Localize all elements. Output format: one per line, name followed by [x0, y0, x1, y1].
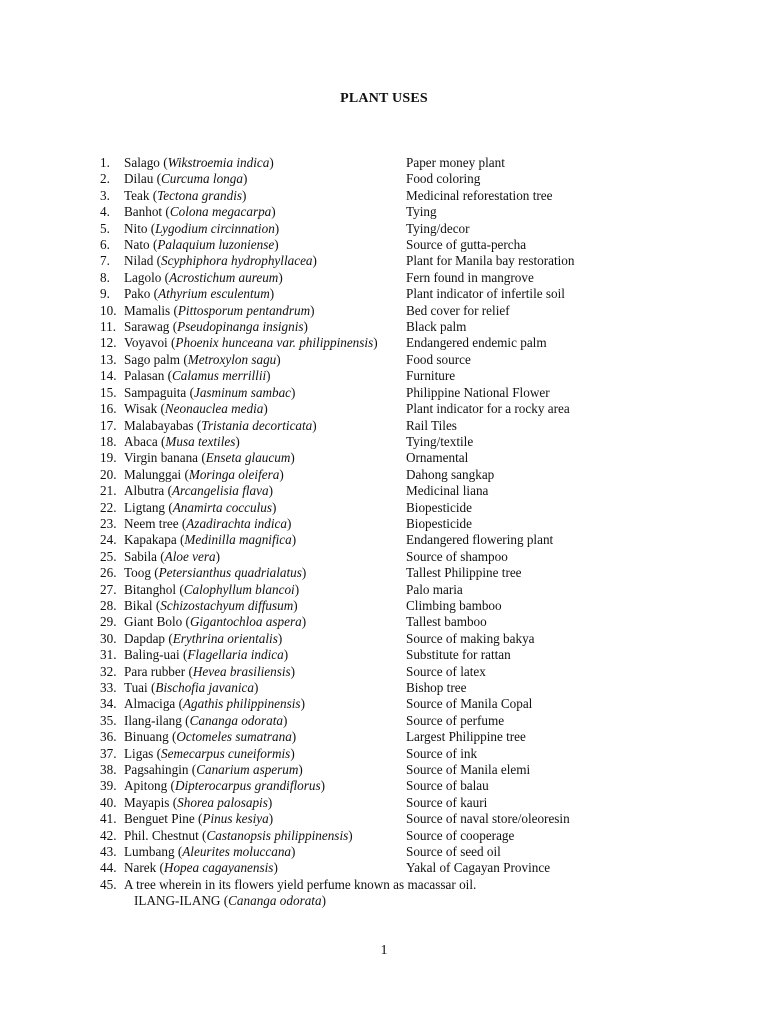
plant-use: Source of perfume — [406, 712, 505, 728]
scientific-name: Medinilla magnifica — [184, 532, 292, 548]
list-item — [0, 614, 768, 630]
list-item — [0, 778, 768, 794]
list-item — [0, 680, 768, 696]
plant-use: Source of naval store/oleoresin — [406, 811, 570, 827]
plant-name: Voyavoi (Phoenix hunceana var. philippinensis) — [124, 335, 378, 351]
scientific-name: Lygodium circinnation — [155, 220, 275, 236]
scientific-name: Aleurites moluccana — [182, 844, 292, 860]
list-item — [0, 401, 768, 417]
list-item — [0, 811, 768, 827]
item-number: 7. — [100, 253, 110, 269]
list-item — [0, 516, 768, 532]
scientific-name: Pittosporum pentandrum — [177, 302, 311, 318]
plant-name: Nito (Lygodium circinnation) — [124, 220, 280, 236]
common-name: Teak — [124, 187, 150, 203]
list-item — [0, 631, 768, 647]
scientific-name: Bischofia javanica — [155, 680, 254, 695]
list-item — [0, 795, 768, 811]
plant-use: Plant for Manila bay restoration — [406, 253, 575, 269]
plant-use: Source of making bakya — [406, 630, 535, 646]
item-number: 6. — [100, 237, 110, 253]
item-number: 14. — [100, 368, 117, 384]
common-name: Benguet Pine — [124, 811, 195, 827]
answer-line — [0, 893, 768, 909]
common-name: Nilad — [124, 253, 154, 269]
plant-name: Tuai (Bischofia javanica) — [124, 680, 259, 695]
common-name: Malunggai — [124, 466, 182, 482]
scientific-name: Colona megacarpa — [169, 204, 272, 220]
plant-name: Para rubber (Hevea brasiliensis) — [124, 663, 296, 679]
scientific-name: Curcuma longa — [161, 171, 243, 187]
list-item — [0, 188, 768, 204]
plant-use: Medicinal liana — [406, 483, 489, 499]
list-item — [0, 204, 768, 220]
plant-use: Ornamental — [406, 450, 469, 466]
plant-use: Yakal of Cagayan Province — [406, 860, 551, 876]
item-number: 3. — [100, 187, 110, 203]
scientific-name: Azadirachta indica — [186, 515, 287, 531]
list-item — [0, 746, 768, 762]
plant-name: Kapakapa (Medinilla magnifica) — [124, 532, 297, 548]
item-number: 38. — [100, 762, 117, 778]
plant-use: Biopesticide — [406, 499, 472, 515]
plant-use: Philippine National Flower — [406, 384, 550, 400]
plant-name: Wisak (Neonauclea media) — [124, 401, 268, 417]
plant-name: Bitanghol (Calophyllum blancoi) — [124, 581, 300, 597]
scientific-name: Wikstroemia indica — [167, 155, 270, 170]
list-item — [0, 696, 768, 712]
question-text: A tree wherein in its flowers yield perfume known as macassar oil. — [124, 876, 477, 892]
plant-use: Plant indicator for a rocky area — [406, 401, 570, 417]
scientific-name: Octomeles sumatrana — [176, 729, 292, 745]
item-number: 20. — [100, 466, 117, 482]
item-number: 21. — [100, 483, 117, 499]
common-name: Narek — [124, 860, 157, 876]
item-number: 5. — [100, 220, 110, 236]
plant-use: Source of seed oil — [406, 844, 501, 860]
list-item — [0, 434, 768, 450]
plant-name: Malabayabas (Tristania decorticata) — [124, 417, 317, 433]
common-name: Ligtang — [124, 499, 166, 515]
common-name: Palasan — [124, 368, 165, 384]
plant-list — [0, 155, 768, 910]
item-number: 17. — [100, 417, 117, 433]
common-name: Sarawag — [124, 319, 170, 335]
item-number: 25. — [100, 548, 117, 564]
plant-name: Ligas (Semecarpus cuneiformis) — [124, 745, 295, 761]
common-name: Salago — [124, 155, 160, 170]
answer: ILANG-ILANG (Cananga odorata) — [134, 893, 326, 909]
scientific-name: Agathis philippinensis — [182, 696, 301, 712]
common-name: Sago palm — [124, 351, 181, 367]
item-number: 36. — [100, 729, 117, 745]
item-number: 2. — [100, 171, 110, 187]
common-name: Neem tree — [124, 515, 179, 531]
common-name: Bikal — [124, 597, 153, 613]
plant-use: Source of shampoo — [406, 548, 508, 564]
scientific-name: Pinus kesiya — [202, 811, 269, 827]
plant-name: Almaciga (Agathis philippinensis) — [124, 696, 305, 712]
list-item — [0, 532, 768, 548]
common-name: Nato — [124, 237, 150, 253]
list-item — [0, 664, 768, 680]
common-name: Pako — [124, 286, 151, 302]
scientific-name: Arcangelisia flava — [172, 483, 269, 499]
item-number: 19. — [100, 450, 117, 466]
item-number: 8. — [100, 269, 110, 285]
common-name: Bitanghol — [124, 581, 177, 597]
plant-name: Lagolo (Acrostichum aureum) — [124, 269, 283, 285]
item-number: 16. — [100, 401, 117, 417]
scientific-name: Flagellaria indica — [187, 647, 284, 663]
item-number: 44. — [100, 860, 117, 876]
common-name: Ligas — [124, 745, 154, 761]
common-name: Lumbang — [124, 844, 175, 860]
plant-name: Binuang (Octomeles sumatrana) — [124, 729, 297, 745]
answer-common-name: ILANG-ILANG — [134, 893, 221, 909]
plant-use: Source of kauri — [406, 794, 488, 810]
plant-use: Palo maria — [406, 581, 463, 597]
scientific-name: Hevea brasiliensis — [192, 663, 291, 679]
common-name: Sampaguita — [124, 384, 187, 400]
scientific-name: Tectona grandis — [157, 187, 243, 203]
common-name: Almaciga — [124, 696, 176, 712]
list-item — [0, 828, 768, 844]
plant-name: Toog (Petersianthus quadrialatus) — [124, 565, 307, 581]
plant-name: Nilad (Scyphiphora hydrophyllacea) — [124, 253, 317, 269]
plant-use: Fern found in mangrove — [406, 269, 534, 285]
plant-use: Biopesticide — [406, 515, 472, 531]
common-name: Para rubber — [124, 663, 186, 679]
plant-name: Ilang-ilang (Cananga odorata) — [124, 712, 288, 728]
item-number: 33. — [100, 680, 117, 695]
scientific-name: Scyphiphora hydrophyllacea — [161, 253, 313, 269]
scientific-name: Dipterocarpus grandiflorus — [174, 778, 321, 794]
scientific-name: Musa textiles — [165, 433, 236, 449]
plant-use: Tying/decor — [406, 220, 470, 236]
scientific-name: Petersianthus quadrialatus — [158, 565, 302, 581]
item-number: 11. — [100, 319, 116, 335]
common-name: Abaca — [124, 433, 158, 449]
common-name: Mamalis — [124, 302, 171, 318]
scientific-name: Calamus merrillii — [172, 368, 267, 384]
list-item — [0, 483, 768, 499]
item-number: 24. — [100, 532, 117, 548]
plant-name: Albutra (Arcangelisia flava) — [124, 483, 273, 499]
list-item-question — [0, 877, 768, 893]
plant-use: Tying/textile — [406, 433, 474, 449]
list-item — [0, 647, 768, 663]
plant-use: Climbing bamboo — [406, 597, 502, 613]
scientific-name: Pseudopinanga insignis — [177, 319, 304, 335]
plant-name: Virgin banana (Enseta glaucum) — [124, 450, 295, 466]
plant-name: Salago (Wikstroemia indica) — [124, 155, 274, 170]
plant-name: Lumbang (Aleurites moluccana) — [124, 844, 296, 860]
plant-name: Dapdap (Erythrina orientalis) — [124, 630, 283, 646]
common-name: Banhot — [124, 204, 163, 220]
plant-name: Mayapis (Shorea palosapis) — [124, 794, 273, 810]
item-number: 13. — [100, 351, 117, 367]
scientific-name: Tristania decorticata — [201, 417, 313, 433]
item-number: 10. — [100, 302, 117, 318]
common-name: Voyavoi — [124, 335, 168, 351]
common-name: Albutra — [124, 483, 165, 499]
scientific-name: Phoenix hunceana var. philippinensis — [175, 335, 374, 351]
plant-name: Abaca (Musa textiles) — [124, 433, 240, 449]
list-item — [0, 565, 768, 581]
list-item — [0, 286, 768, 302]
list-item — [0, 549, 768, 565]
plant-use: Endangered endemic palm — [406, 335, 547, 351]
item-number: 35. — [100, 712, 117, 728]
plant-use: Tying — [406, 204, 437, 220]
common-name: Sabila — [124, 548, 157, 564]
plant-name: Sarawag (Pseudopinanga insignis) — [124, 319, 308, 335]
plant-name: Bikal (Schizostachyum diffusum) — [124, 597, 298, 613]
scientific-name: Palaquium luzoniense — [157, 237, 275, 253]
plant-use: Black palm — [406, 319, 467, 335]
plant-name: Neem tree (Azadirachta indica) — [124, 515, 292, 531]
scientific-name: Enseta glaucum — [205, 450, 291, 466]
plant-name: Ligtang (Anamirta cocculus) — [124, 499, 277, 515]
plant-use: Paper money plant — [406, 155, 505, 170]
item-number: 30. — [100, 630, 117, 646]
list-item — [0, 335, 768, 351]
plant-name: Pagsahingin (Canarium asperum) — [124, 762, 303, 778]
list-item — [0, 762, 768, 778]
scientific-name: Anamirta cocculus — [172, 499, 272, 515]
item-number: 23. — [100, 515, 117, 531]
item-number: 18. — [100, 433, 117, 449]
scientific-name: Metroxylon sagu — [187, 351, 277, 367]
plant-name: Dilau (Curcuma longa) — [124, 171, 248, 187]
item-number: 41. — [100, 811, 117, 827]
item-number: 34. — [100, 696, 117, 712]
scientific-name: Gigantochloa aspera — [189, 614, 302, 630]
item-number: 45. — [100, 876, 117, 892]
item-number: 29. — [100, 614, 117, 630]
plant-name: Narek (Hopea cagayanensis) — [124, 860, 278, 876]
plant-use: Furniture — [406, 368, 456, 384]
plant-name: Sabila (Aloe vera) — [124, 548, 220, 564]
list-item — [0, 303, 768, 319]
plant-name: Pako (Athyrium esculentum) — [124, 286, 275, 302]
item-number: 28. — [100, 597, 117, 613]
item-number: 4. — [100, 204, 110, 220]
item-number: 32. — [100, 663, 117, 679]
plant-use: Source of Manila elemi — [406, 762, 531, 778]
item-number: 43. — [100, 844, 117, 860]
item-number: 1. — [100, 155, 110, 170]
common-name: Ilang-ilang — [124, 712, 182, 728]
plant-use: Source of gutta-percha — [406, 237, 527, 253]
list-item — [0, 860, 768, 876]
plant-name: Nato (Palaquium luzoniense) — [124, 237, 279, 253]
item-number: 42. — [100, 827, 117, 843]
item-number: 9. — [100, 286, 110, 302]
list-item — [0, 237, 768, 253]
page-title: PLANT USES — [340, 91, 428, 106]
plant-use: Source of Manila Copal — [406, 696, 533, 712]
list-item — [0, 270, 768, 286]
list-item — [0, 385, 768, 401]
common-name: Giant Bolo — [124, 614, 183, 630]
common-name: Tuai — [124, 680, 148, 695]
plant-use: Dahong sangkap — [406, 466, 495, 482]
common-name: Nito — [124, 220, 148, 236]
item-number: 27. — [100, 581, 117, 597]
list-item — [0, 171, 768, 187]
plant-name: Phil. Chestnut (Castanopsis philippinensis) — [124, 827, 353, 843]
list-item — [0, 352, 768, 368]
list-item — [0, 729, 768, 745]
plant-name: Mamalis (Pittosporum pentandrum) — [124, 302, 315, 318]
plant-use: Source of balau — [406, 778, 489, 794]
scientific-name: Neonauclea media — [164, 401, 264, 417]
list-item — [0, 467, 768, 483]
scientific-name: Jasminum sambac — [193, 384, 292, 400]
plant-use: Substitute for rattan — [406, 647, 511, 663]
plant-use: Plant indicator of infertile soil — [406, 286, 565, 302]
plant-use: Rail Tiles — [406, 417, 457, 433]
item-number: 12. — [100, 335, 117, 351]
common-name: Virgin banana — [124, 450, 199, 466]
plant-use: Medicinal reforestation tree — [406, 187, 553, 203]
scientific-name: Aloe vera — [164, 548, 216, 564]
common-name: Phil. Chestnut — [124, 827, 199, 843]
list-item — [0, 221, 768, 237]
scientific-name: Moringa oleifera — [188, 466, 280, 482]
plant-use: Source of cooperage — [406, 827, 515, 843]
common-name: Mayapis — [124, 794, 170, 810]
plant-use: Source of ink — [406, 745, 478, 761]
scientific-name: Semecarpus cuneiformis — [161, 745, 291, 761]
item-number: 37. — [100, 745, 117, 761]
list-item — [0, 418, 768, 434]
plant-name: Sampaguita (Jasminum sambac) — [124, 384, 296, 400]
list-item — [0, 582, 768, 598]
plant-use: Tallest Philippine tree — [406, 565, 522, 581]
list-item — [0, 319, 768, 335]
common-name: Wisak — [124, 401, 158, 417]
scientific-name: Erythrina orientalis — [172, 630, 278, 646]
plant-name: Malunggai (Moringa oleifera) — [124, 466, 284, 482]
plant-name: Sago palm (Metroxylon sagu) — [124, 351, 281, 367]
item-number: 15. — [100, 384, 117, 400]
plant-use: Source of latex — [406, 663, 486, 679]
plant-use: Endangered flowering plant — [406, 532, 554, 548]
common-name: Binuang — [124, 729, 169, 745]
list-item — [0, 450, 768, 466]
plant-use: Bishop tree — [406, 680, 467, 695]
common-name: Toog — [124, 565, 151, 581]
plant-use: Tallest bamboo — [406, 614, 487, 630]
scientific-name: Castanopsis philippinensis — [206, 827, 349, 843]
plant-name: Apitong (Dipterocarpus grandiflorus) — [124, 778, 326, 794]
plant-name: Giant Bolo (Gigantochloa aspera) — [124, 614, 307, 630]
scientific-name: Hopea cagayanensis — [163, 860, 274, 876]
common-name: Baling-uai — [124, 647, 180, 663]
plant-use: Bed cover for relief — [406, 302, 510, 318]
list-item — [0, 155, 768, 171]
scientific-name: Acrostichum aureum — [169, 269, 279, 285]
plant-use: Food source — [406, 351, 471, 367]
scientific-name: Canarium asperum — [196, 762, 299, 778]
list-item — [0, 844, 768, 860]
common-name: Malabayabas — [124, 417, 194, 433]
page-number: 1 — [380, 943, 388, 958]
item-number: 22. — [100, 499, 117, 515]
scientific-name: Cananga odorata — [189, 712, 283, 728]
common-name: Dilau — [124, 171, 154, 187]
plant-name: Banhot (Colona megacarpa) — [124, 204, 276, 220]
scientific-name: Calophyllum blancoi — [183, 581, 295, 597]
list-item — [0, 500, 768, 516]
common-name: Apitong — [124, 778, 168, 794]
list-item — [0, 368, 768, 384]
item-number: 40. — [100, 794, 117, 810]
item-number: 39. — [100, 778, 117, 794]
item-number: 26. — [100, 565, 117, 581]
plant-use: Food coloring — [406, 171, 481, 187]
common-name: Lagolo — [124, 269, 162, 285]
common-name: Kapakapa — [124, 532, 177, 548]
plant-name: Teak (Tectona grandis) — [124, 187, 247, 203]
scientific-name: Schizostachyum diffusum — [160, 597, 294, 613]
scientific-name: Shorea palosapis — [177, 794, 268, 810]
common-name: Dapdap — [124, 630, 166, 646]
list-item — [0, 253, 768, 269]
scientific-name: Athyrium esculentum — [158, 286, 270, 302]
plant-name: Baling-uai (Flagellaria indica) — [124, 647, 289, 663]
answer-scientific-name: Cananga odorata — [228, 893, 322, 909]
plant-use: Largest Philippine tree — [406, 729, 526, 745]
list-item — [0, 713, 768, 729]
common-name: Pagsahingin — [124, 762, 189, 778]
plant-name: Palasan (Calamus merrillii) — [124, 368, 271, 384]
plant-name: Benguet Pine (Pinus kesiya) — [124, 811, 274, 827]
list-item — [0, 598, 768, 614]
item-number: 31. — [100, 647, 117, 663]
